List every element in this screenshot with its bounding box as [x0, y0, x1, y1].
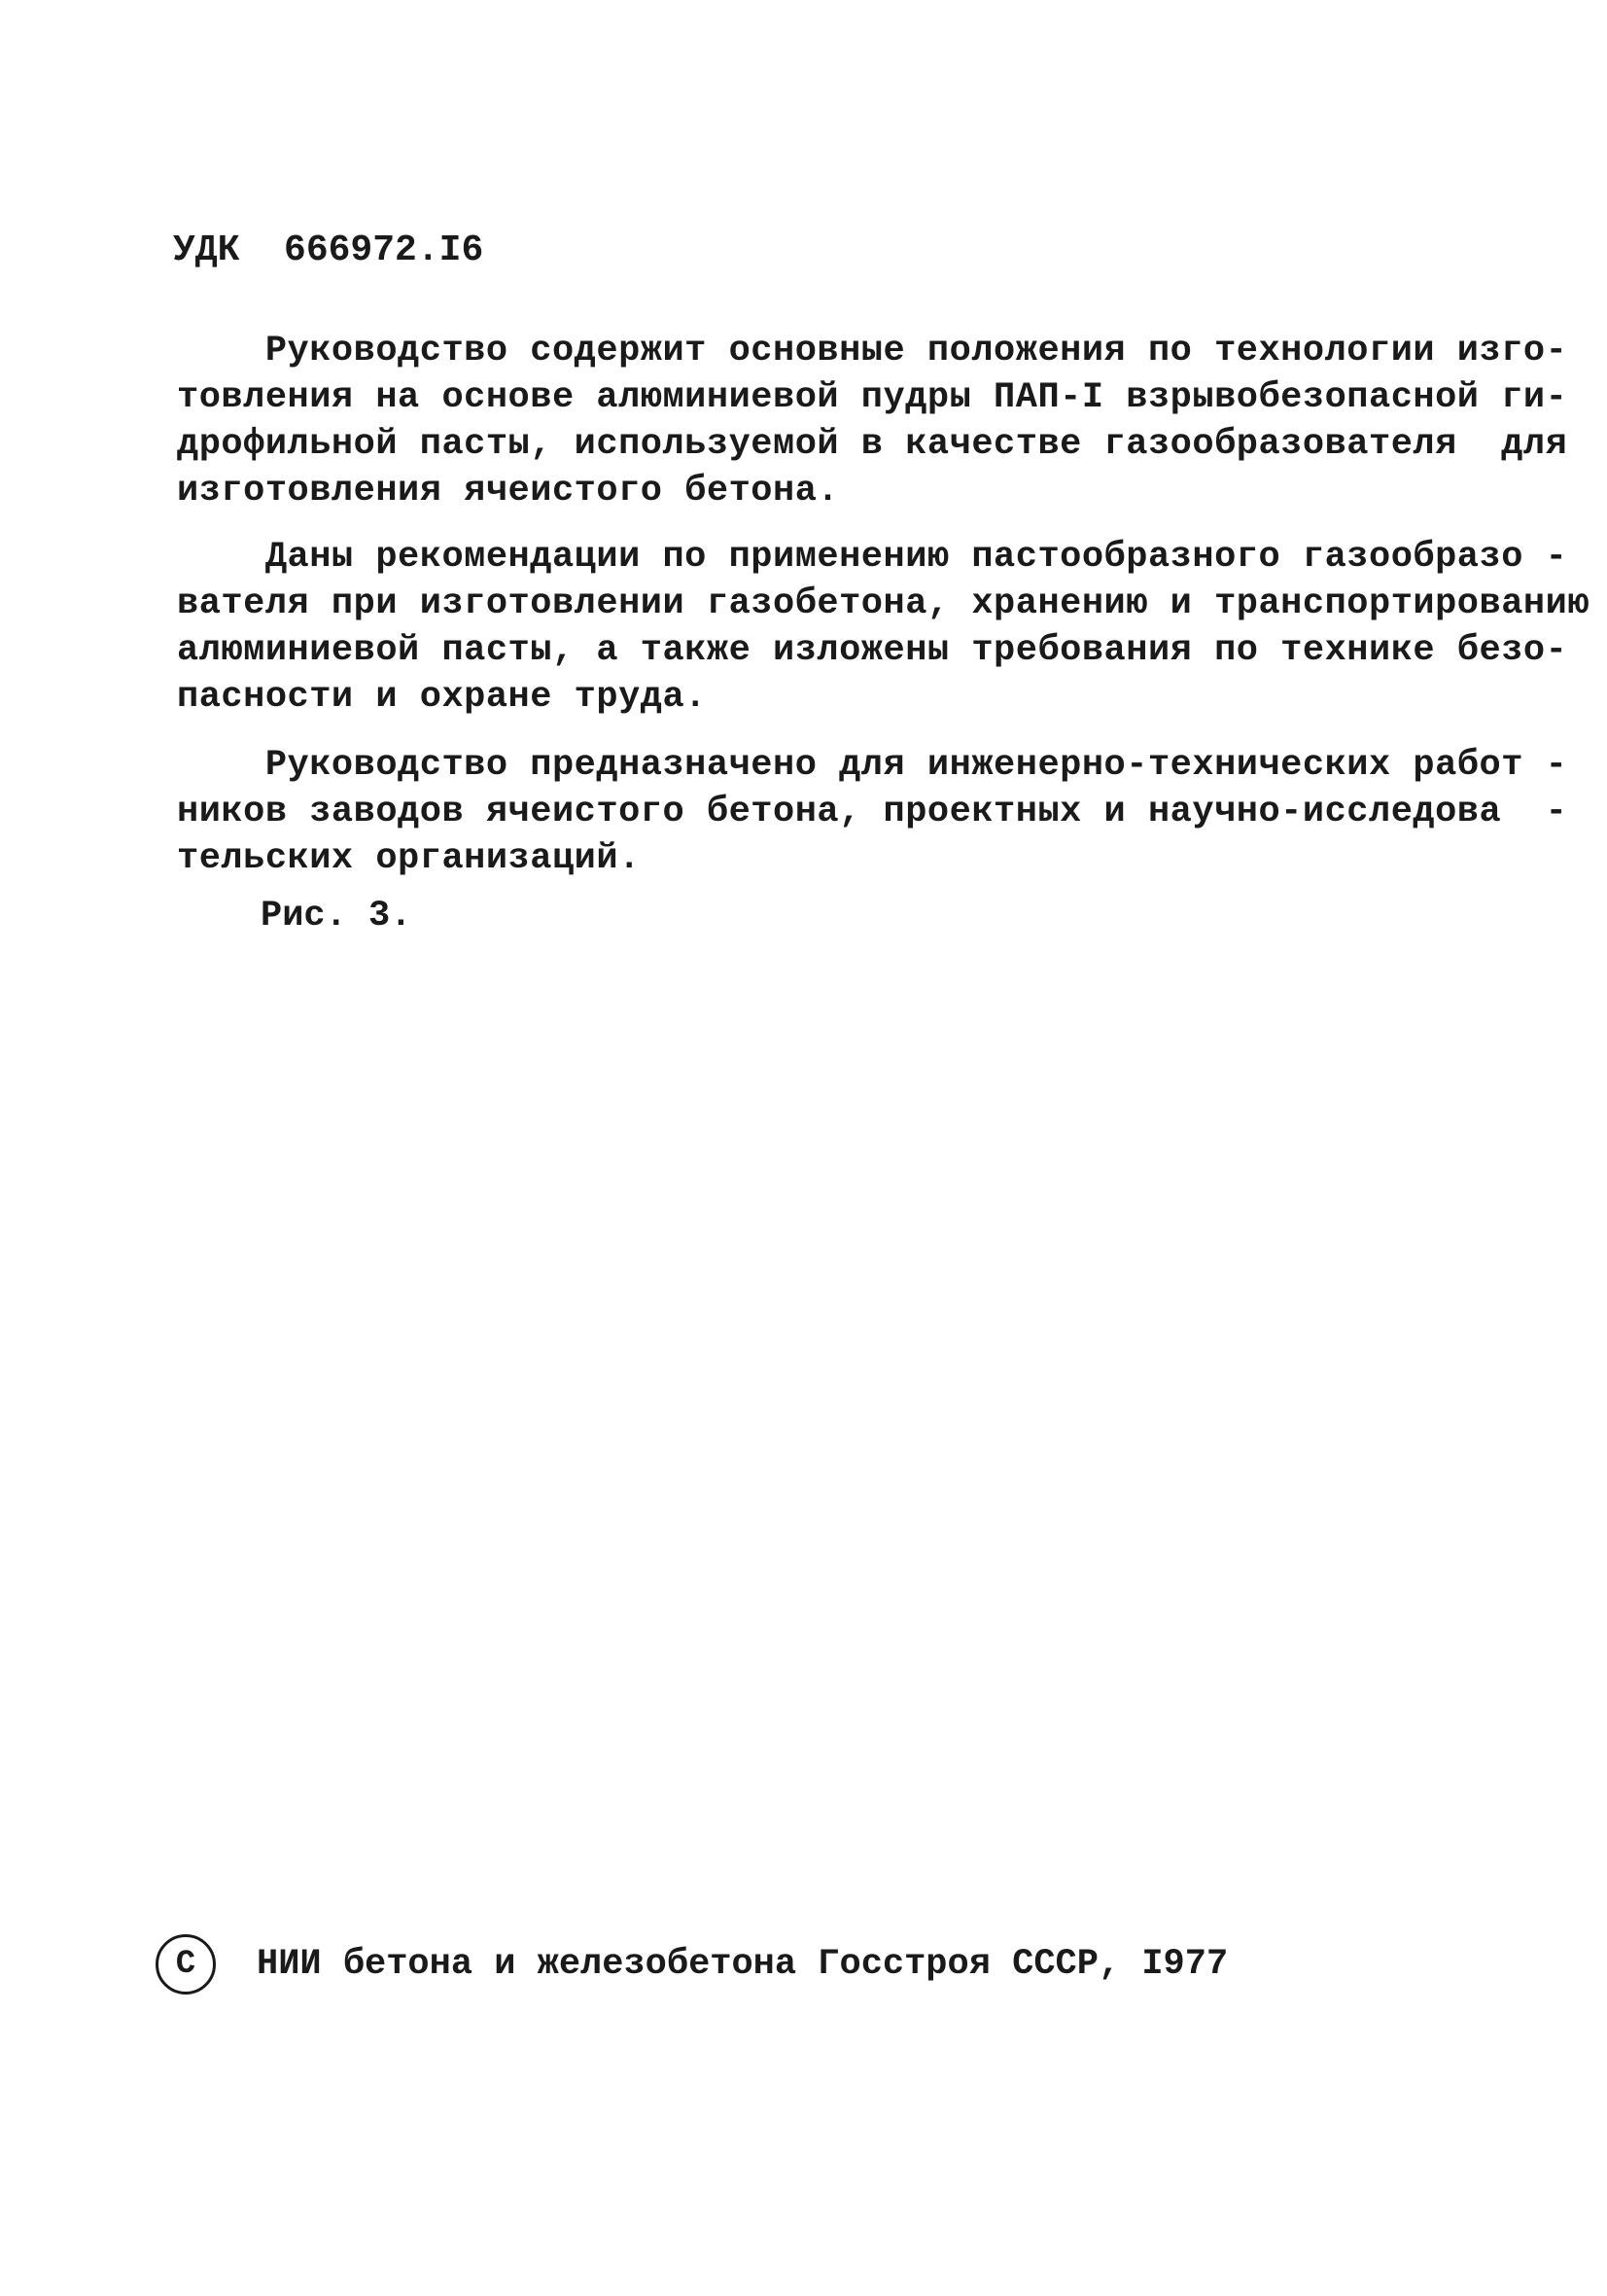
- copyright-symbol: С: [175, 1946, 196, 1983]
- text-line: Даны рекомендации по применению пастообразного газообразо -: [177, 537, 1568, 578]
- text-line: тельских организаций.: [177, 838, 641, 879]
- copyright-line: [156, 1930, 1228, 1998]
- figures-count: Рис. 3.: [261, 896, 412, 936]
- text-line: алюминиевой пасты, а также изложены требования по технике безо-: [177, 630, 1568, 671]
- abstract-paragraph-3: [177, 742, 1568, 882]
- text-line: товления на основе алюминиевой пудры ПАП-I взрывобезопасной ги-: [177, 377, 1568, 418]
- text-line: Руководство предназначено для инженерно-технических работ -: [177, 745, 1568, 786]
- text-line: дрофильной пасты, используемой в качестве газообразователя для: [177, 424, 1568, 465]
- copyright-icon: [156, 1934, 216, 1995]
- abstract-paragraph-2: [177, 534, 1590, 721]
- udk-code: УДК 666972.I6: [173, 230, 484, 271]
- text-line: пасности и охране труда.: [177, 677, 707, 718]
- text-line: Руководство содержит основные положения по технологии изго-: [177, 331, 1568, 371]
- text-line: вателя при изготовлении газобетона, хранению и транспортированию: [177, 583, 1590, 624]
- copyright-text: НИИ бетона и железобетона Госстроя СССР, I977: [257, 1944, 1229, 1985]
- text-line: изготовления ячеистого бетона.: [177, 471, 840, 512]
- text-line: ников заводов ячеистого бетона, проектных и научно-исследова -: [177, 792, 1568, 832]
- abstract-paragraph-1: [177, 328, 1568, 514]
